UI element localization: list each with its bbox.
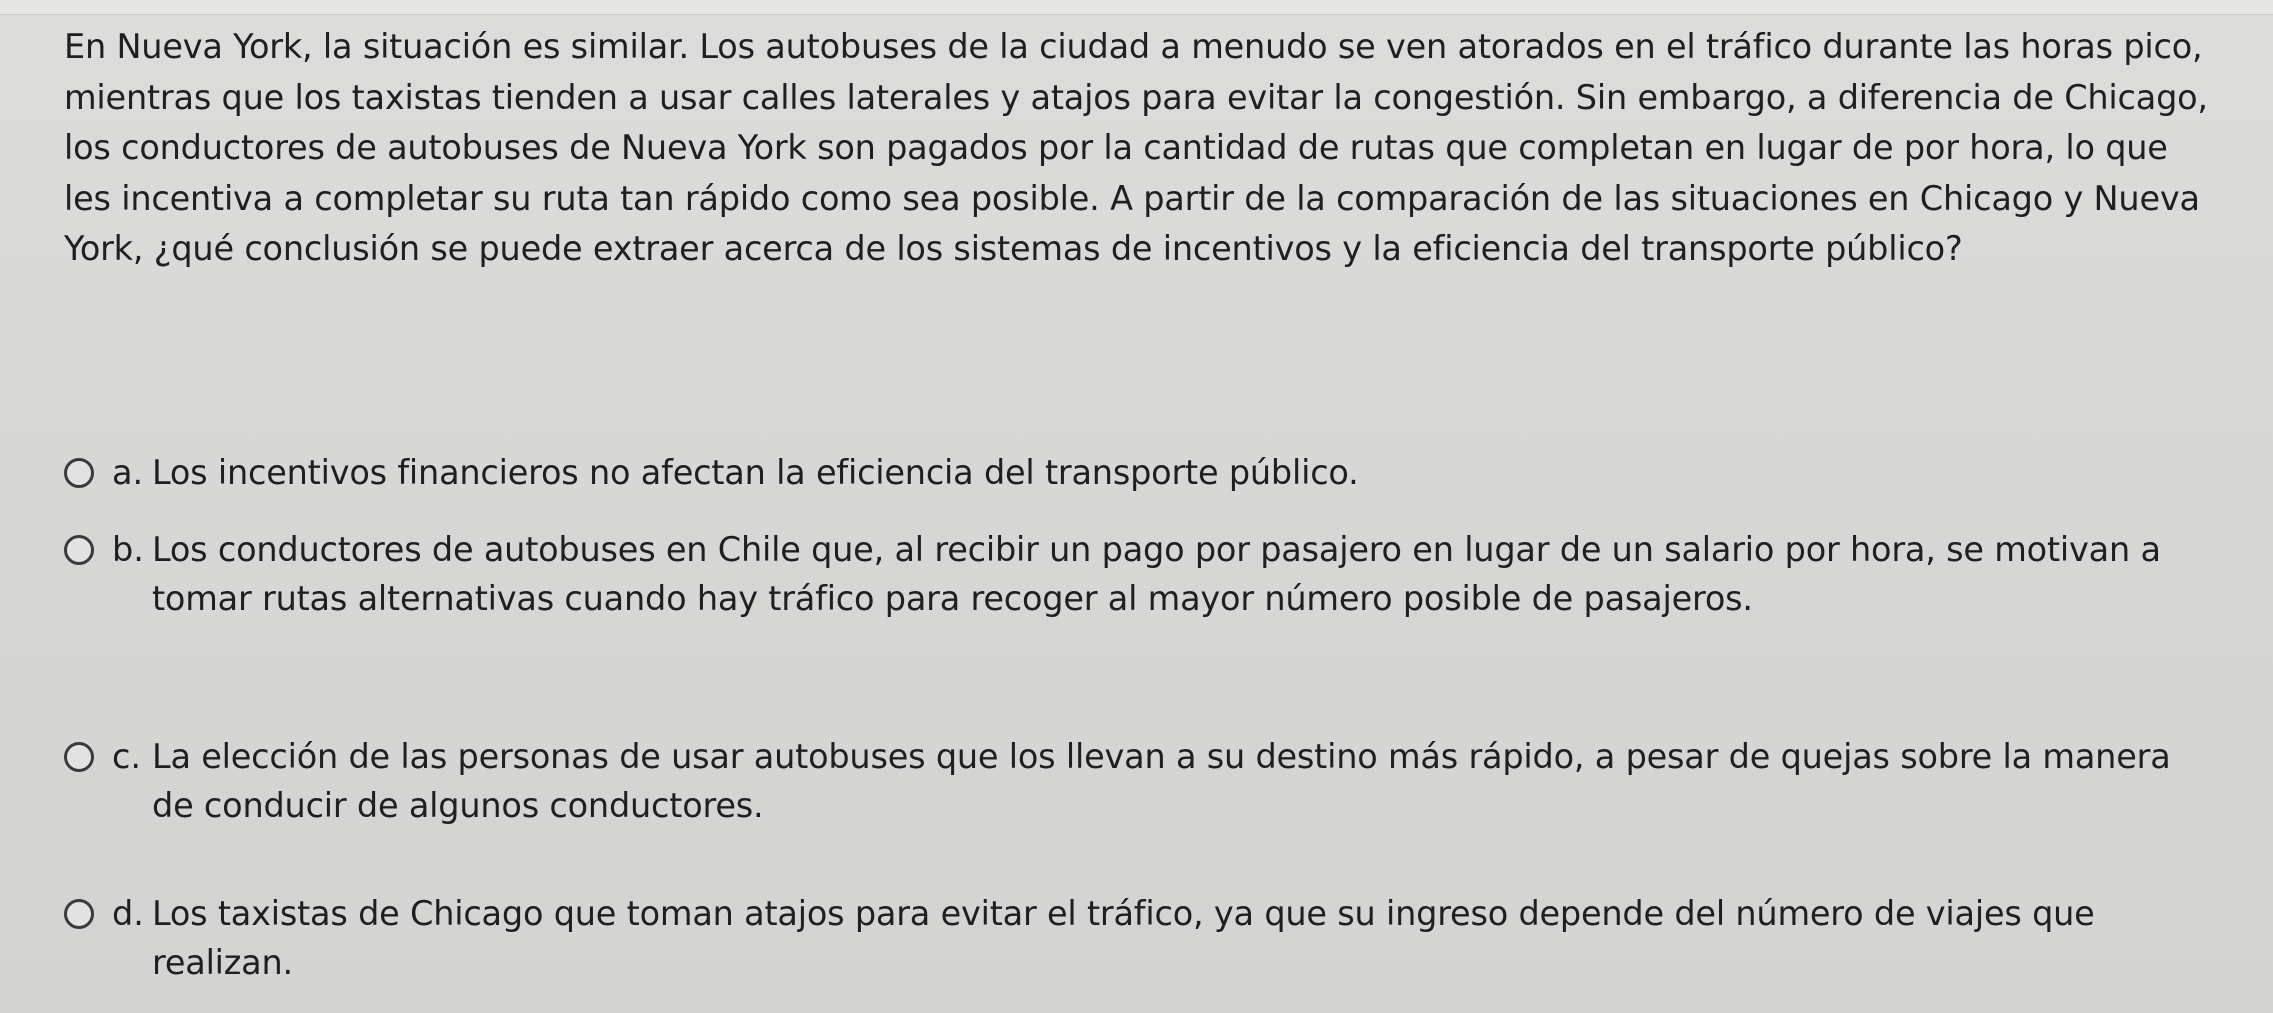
option-c-text: La elección de las personas de usar autobuses que los llevan a su destino más rápido, a pesar de quejas sobre la manera de conducir de algunos conductores.	[152, 737, 2171, 825]
option-a[interactable]	[64, 448, 2214, 497]
question-text: En Nueva York, la situación es similar. Los autobuses de la ciudad a menudo se ven atorados en el tráfico durante las horas pico, mientras que los taxistas tienden a usar calles laterales y atajos para evitar la congestión. Sin embargo, a diferencia de Chicago, los conductores de autobuses de Nueva York son pagados por la cantidad de rutas que completan en lugar de por hora, lo que les incentiva a completar su ruta tan rápido como sea posible. A partir de la comparación de las situaciones en Chicago y Nueva York, ¿qué conclusión se puede extraer acerca de los sistemas de incentivos y la eficiencia del transporte público?	[64, 27, 2208, 268]
option-d-text: Los taxistas de Chicago que toman atajos para evitar el tráfico, ya que su ingreso depende del número de viajes que realizan.	[152, 894, 2095, 982]
option-c[interactable]	[64, 732, 2214, 830]
option-a-radio[interactable]	[64, 458, 94, 488]
option-d[interactable]	[64, 889, 2214, 987]
option-a-text: Los incentivos financieros no afectan la eficiencia del transporte público.	[152, 453, 1359, 492]
option-b-radio[interactable]	[64, 535, 94, 565]
option-a-letter: a.	[112, 453, 144, 492]
option-d-letter: d.	[112, 894, 144, 933]
option-c-letter: c.	[112, 737, 142, 776]
option-c-radio[interactable]	[64, 742, 94, 772]
option-d-radio[interactable]	[64, 899, 94, 929]
top-edge	[0, 0, 2273, 15]
option-b[interactable]	[64, 525, 2214, 623]
option-b-letter: b.	[112, 530, 144, 569]
option-b-text: Los conductores de autobuses en Chile que, al recibir un pago por pasajero en lugar de un salario por hora, se motivan a tomar rutas alternativas cuando hay tráfico para recoger al mayor número posible de pasajeros.	[152, 530, 2161, 618]
